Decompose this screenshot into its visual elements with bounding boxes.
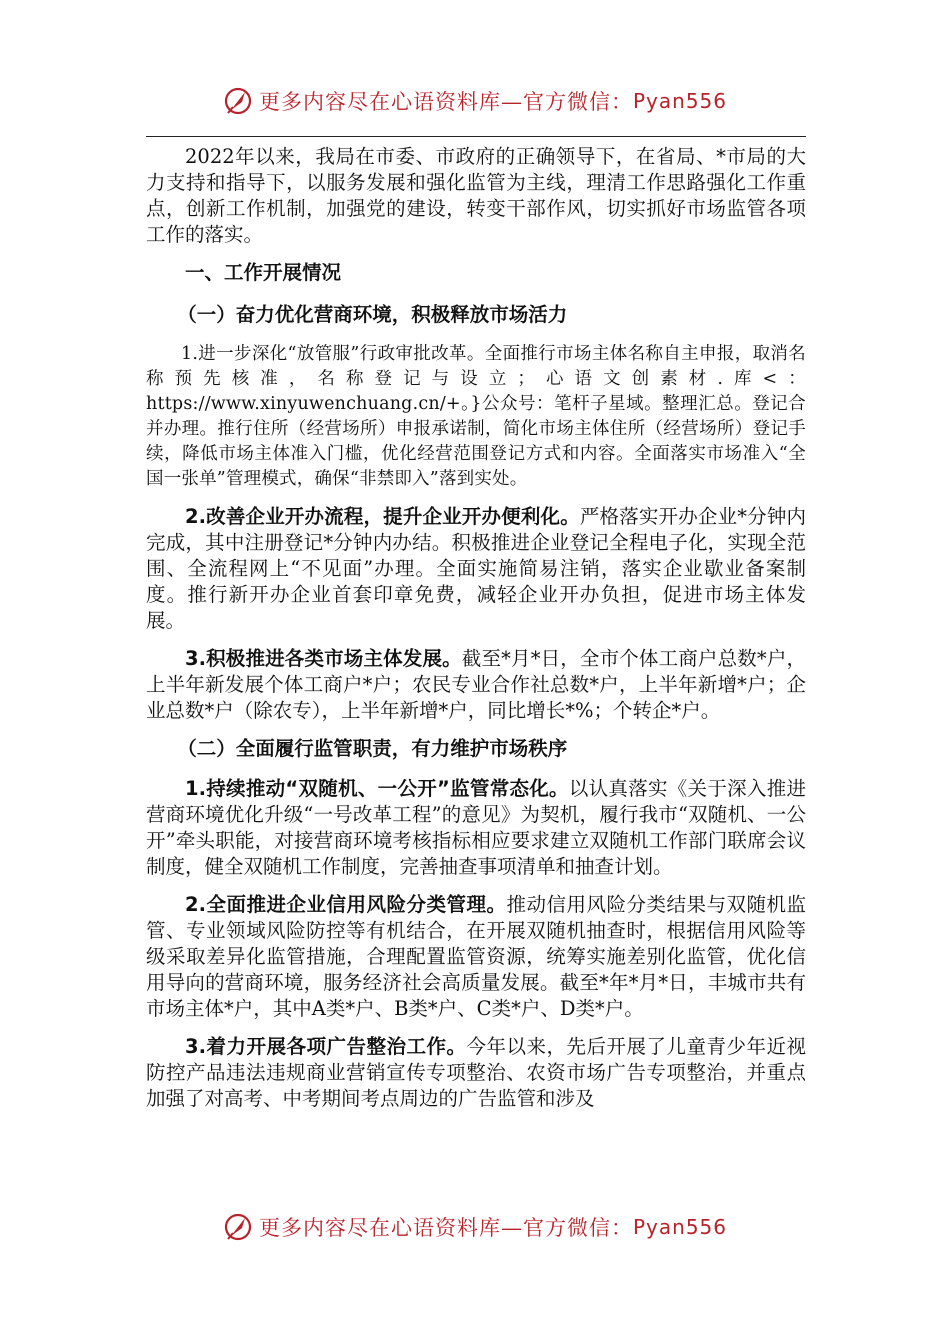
section-heading: 一、工作开展情况 (185, 261, 342, 284)
item-1-3-lead: 3.积极推进各类市场主体发展。 (185, 647, 462, 670)
intro-paragraph: 2022年以来，我局在市委、市政府的正确领导下，在省局、*市局的大力支持和指导下，以服务发展和强化监管为主线，理清工作思路强化工作重点，创新工作机制，加强党的建设，转变干部作风，切实抓好市场监管各项工作的落实。 (146, 145, 806, 246)
item-2-2-paragraph (146, 892, 806, 1022)
quill-logo-icon (223, 1212, 253, 1242)
item-1-1-paragraph: 1.进一步深化“放管服”行政审批改革。全面推行市场主体名称自主申报，取消名称预先核准，名称登记与设立；心语文创素材.库<：https://www.xinyuwenchuang.cn/+。}公众号：笔杆子星域。整理汇总。登记合并办理。推行住所（经营场所）申报承诺制，简化市场主体住所（经营场所）登记手续，降低市场主体准入门槛，优化经营范围登记方式和内容。全面落实市场准入“全国一张单”管理模式，确保“非禁即入”落到实处。 (146, 344, 806, 489)
header-banner (0, 86, 950, 116)
item-2-1-body: 以认真落实《关于深入推进营商环境优化升级“一号改革工程”的意见》为契机，履行我市“双随机、一公开”牵头职能，对接营商环境考核指标相应要求建立双随机工作部门联席会议制度，健全双随机工作制度，完善抽查事项清单和抽查计划。 (146, 777, 806, 878)
banner-text: 更多内容尽在心语资料库—官方微信： (258, 90, 633, 114)
item-1-2-paragraph (146, 504, 806, 634)
header-rule (146, 136, 806, 137)
item-1-3-paragraph (146, 646, 806, 724)
item-1-2-body: 严格落实开办企业*分钟内完成，其中注册登记*分钟内办结。积极推进企业登记全程电子化，实现全范围、全流程网上“不见面”办理。全面实施简易注销，落实企业歇业备案制度。推行新开办企业首套印章免费，减轻企业开办负担，促进市场主体发展。 (146, 505, 806, 632)
subsection-heading-2: （二）全面履行监管职责，有力维护市场秩序 (177, 737, 568, 760)
banner-wechat-id: Pyan556 (632, 89, 727, 113)
item-2-1-lead: 1.持续推动“双随机、一公开”监管常态化。 (185, 777, 569, 800)
item-2-3-lead: 3.着力开展各项广告整治工作。 (185, 1035, 467, 1058)
item-2-2-body: 推动信用风险分类结果与双随机监管、专业领域风险防控等有机结合，在开展双随机抽查时，根据信用风险等级采取差异化监管措施，合理配置监管资源，统筹实施差别化监管，优化信用导向的营商环境，服务经济社会高质量发展。截至*年*月*日，丰城市共有市场主体*户，其中A类*户、B类*户、C类*户、D类*户。 (146, 893, 806, 1020)
item-2-3-body: 今年以来，先后开展了儿童青少年近视防控产品违法违规商业营销宣传专项整治、农资市场广告专项整治，并重点加强了对高考、中考期间考点周边的广告监管和涉及 (146, 1035, 806, 1110)
footer-banner (0, 1212, 950, 1242)
footer-banner-wechat-id: Pyan556 (632, 1215, 727, 1239)
item-2-3-paragraph (146, 1034, 806, 1112)
item-1-3-body: 截至*月*日，全市个体工商户总数*户，上半年新发展个体工商户*户；农民专业合作社总数*户，上半年新增*户；企业总数*户（除农专），上半年新增*户，同比增长*%；个转企*户。 (146, 647, 806, 722)
document-body (146, 144, 806, 1124)
quill-logo-icon (223, 86, 253, 116)
item-2-2-lead: 2.全面推进企业信用风险分类管理。 (185, 893, 507, 916)
subsection-heading-1: （一）奋力优化营商环境，积极释放市场活力 (177, 303, 568, 326)
item-2-1-paragraph (146, 776, 806, 880)
item-1-2-lead: 2.改善企业开办流程，提升企业开办便利化。 (185, 505, 580, 528)
footer-banner-text: 更多内容尽在心语资料库—官方微信： (258, 1216, 633, 1240)
